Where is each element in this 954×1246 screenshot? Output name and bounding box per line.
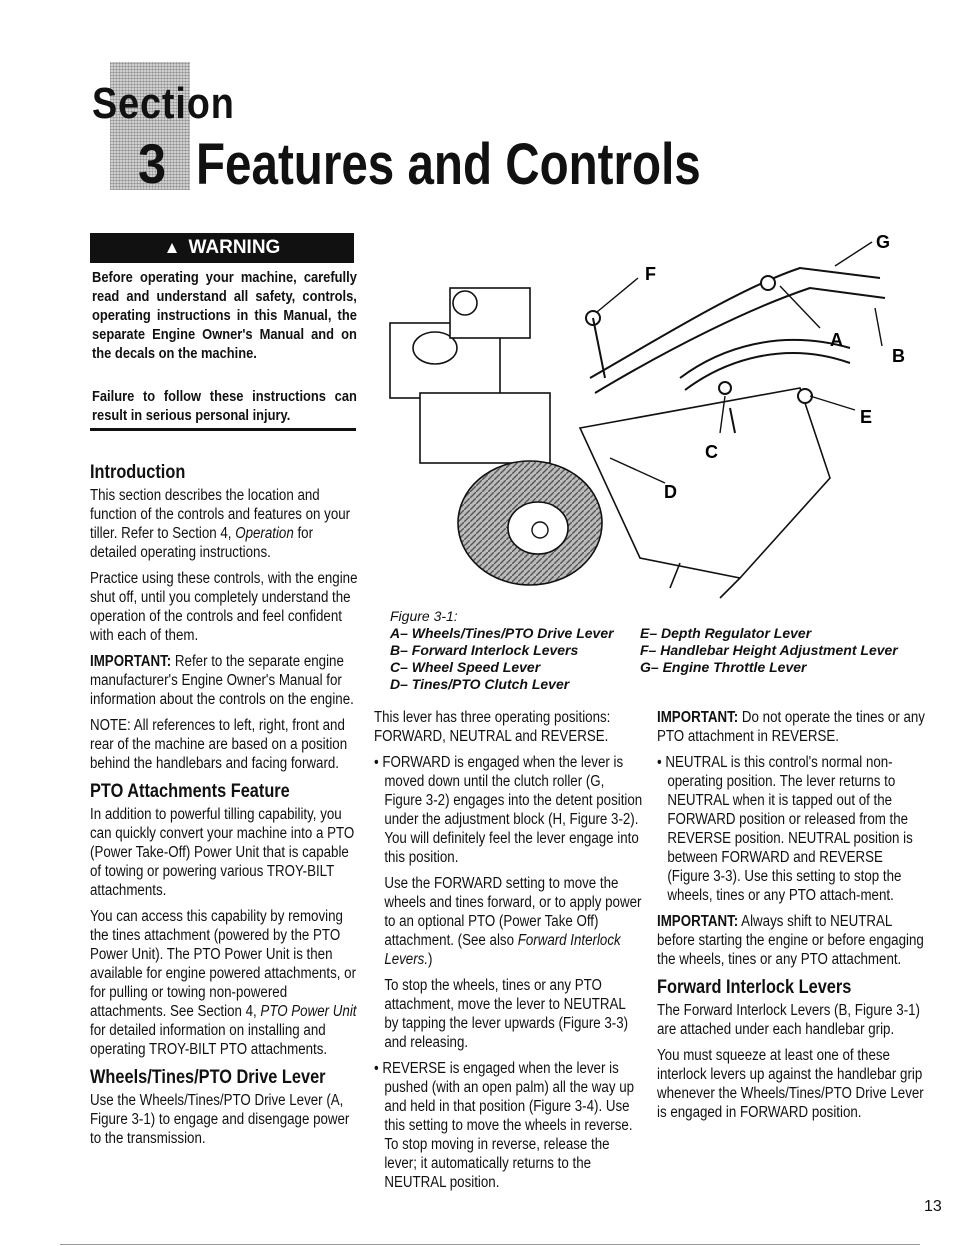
- legend-item-d: D– Tines/PTO Clutch Lever: [390, 676, 570, 692]
- figure-legend-left: [390, 625, 614, 693]
- figure-legend-right: [640, 625, 898, 676]
- callout-e: E: [860, 407, 873, 427]
- column-2: [374, 708, 642, 1199]
- warning-banner: [90, 233, 354, 263]
- callout-c: C: [705, 442, 718, 462]
- legend-item-e: E– Depth Regulator Lever: [640, 625, 812, 641]
- introduction-heading: Introduction: [90, 462, 186, 483]
- column-1: [90, 462, 358, 1155]
- tiller-illustration: [380, 228, 910, 608]
- forward-bullet: • FORWARD is engaged when the lever is moved down until the clutch roller (G, Figure 3-2) engages into the detent position under the adjustment block (H, Figure 3-2). You will definitely feel the lever engage into this position.: [374, 754, 643, 866]
- legend-item-c: C– Wheel Speed Lever: [390, 659, 541, 675]
- warning-divider: [90, 428, 356, 431]
- legend-item-a: A– Wheels/Tines/PTO Drive Lever: [390, 625, 614, 641]
- column-3: [657, 708, 925, 1129]
- callout-b: B: [892, 346, 905, 366]
- introduction-note: NOTE: All references to left, right, front and rear of the machine are based on a position behind the handlebars and facing forward.: [90, 717, 348, 772]
- important-neutral: IMPORTANT: Always shift to NEUTRAL before starting the engine or before engaging the wheels, tines or any PTO attachment.: [657, 913, 924, 968]
- callout-g: G: [876, 232, 891, 252]
- reverse-bullet: • REVERSE is engaged when the lever is pushed (with an open palm) all the way up and held in that position (Figure 3-4). Use this setting to move the wheels in reverse. To stop moving in reverse, release the lever; it automatically returns to the NEUTRAL position.: [374, 1060, 635, 1191]
- figure-title: Figure 3-1:: [390, 608, 458, 624]
- callout-f: F: [645, 264, 656, 284]
- warning-paragraph-2: Failure to follow these instructions can result in serious personal injury.: [92, 388, 357, 424]
- introduction-paragraph-2: Practice using these controls, with the engine shut off, until you completely understand the operation of the controls and feel confident with each of them.: [90, 570, 358, 644]
- interlock-heading: Forward Interlock Levers: [657, 977, 852, 998]
- interlock-paragraph-2: You must squeeze at least one of these interlock levers up against the handlebar grip whenever the Wheels/Tines/PTO Drive Lever is engaged in FORWARD position.: [657, 1047, 924, 1121]
- introduction-paragraph-3: IMPORTANT: Refer to the separate engine manufacturer's Engine Owner's Manual for information about the controls on the engine.: [90, 653, 354, 708]
- section-number: 3: [138, 132, 167, 195]
- introduction-paragraph-1: This section describes the location and function of the controls and features on your tiller. Refer to Section 4, Operation for detailed operating instructions.: [90, 487, 351, 561]
- warning-label: WARNING: [188, 237, 281, 258]
- bottom-rule: [60, 1244, 920, 1245]
- page-title: Features and Controls: [196, 132, 701, 197]
- pto-feature-paragraph-1: In addition to powerful tilling capability, you can quickly convert your machine into a PTO (Power Take-Off) Power Unit that is capable of towing or powering various TROY-BILT attachments.: [90, 806, 355, 899]
- pto-feature-paragraph-2: You can access this capability by removing the tines attachment (powered by the PTO Power Unit). The PTO Power Unit is then available for engine powered attachments, or for pulling or towing non-powered attachments. See Section 4, PTO Power Unit for detailed information on installing and operating TROY-BILT PTO attachments.: [90, 908, 357, 1058]
- warning-text-2: [92, 387, 357, 425]
- warning-paragraph-1: Before operating your machine, carefully read and understand all safety, controls, operating instructions in this Manual, the separate Engine Owner's Manual and on the decals on the machine.: [92, 269, 357, 362]
- tine-hood: [580, 388, 830, 598]
- legend-item-g: G– Engine Throttle Lever: [640, 659, 807, 675]
- drive-lever-paragraph-1: Use the Wheels/Tines/PTO Drive Lever (A, Figure 3-1) to engage and disengage power to the transmission.: [90, 1092, 350, 1147]
- interlock-paragraph-1: The Forward Interlock Levers (B, Figure 3-1) are attached under each handlebar grip.: [657, 1002, 920, 1038]
- drive-lever-positions: This lever has three operating positions: FORWARD, NEUTRAL and REVERSE.: [374, 709, 611, 745]
- drive-lever-heading: Wheels/Tines/PTO Drive Lever: [90, 1067, 326, 1088]
- callout-a: A: [830, 330, 843, 350]
- neutral-bullet: • NEUTRAL is this control's normal non-operating position. The lever returns to NEUTRAL when it is tapped out of the FORWARD position or released from the REVERSE position. NEUTRAL position is between FORWARD and REVERSE (Figure 3-3). Use this setting to stop the wheels, tines or any PTO attach-ment.: [657, 754, 913, 904]
- warning-triangle-icon: ▲: [163, 238, 181, 257]
- callout-d: D: [664, 482, 677, 502]
- important-reverse: IMPORTANT: Do not operate the tines or any PTO attachment in REVERSE.: [657, 709, 925, 745]
- section-label: Section: [92, 79, 235, 128]
- warning-text: [92, 268, 357, 363]
- legend-item-b: B– Forward Interlock Levers: [390, 642, 579, 658]
- wheel: [458, 461, 602, 585]
- stop-instructions: To stop the wheels, tines or any PTO attachment, move the lever to NEUTRAL by tapping the lever upwards (Figure 3-3) and releasing.: [384, 977, 629, 1051]
- legend-item-f: F– Handlebar Height Adjustment Lever: [640, 642, 898, 658]
- pto-feature-heading: PTO Attachments Feature: [90, 781, 290, 802]
- forward-usage: Use the FORWARD setting to move the wheels and tines forward, or to apply power to an optional PTO (Power Take Off) attachment. (See also Forward Interlock Levers.): [384, 875, 642, 968]
- engine: [390, 288, 550, 463]
- page-number: 13: [924, 1198, 942, 1215]
